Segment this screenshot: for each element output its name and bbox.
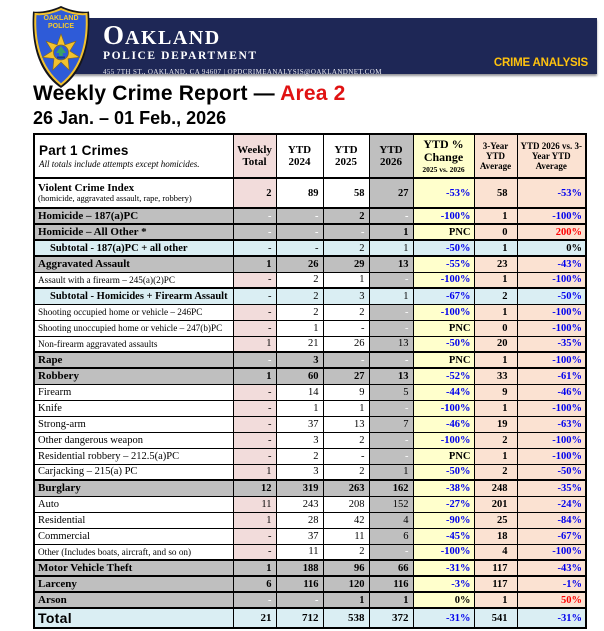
cell-value: -	[276, 208, 323, 224]
cell-value: 89	[276, 178, 323, 208]
cell-value: 3	[276, 464, 323, 480]
cell-value: 263	[323, 480, 369, 496]
row-label	[34, 592, 233, 608]
cell-vs-3year: -31%	[517, 608, 586, 628]
cell-value: 3	[276, 432, 323, 448]
cell-value: 116	[276, 576, 323, 592]
agency-name: OAKLAND	[103, 20, 221, 50]
cell-3year-avg: 2	[474, 288, 517, 304]
row-label	[34, 560, 233, 576]
table-row	[34, 528, 586, 544]
cell-value: 2	[323, 304, 369, 320]
cell-pct-change: -3%	[413, 576, 474, 592]
cell-pct-change: -100%	[413, 208, 474, 224]
row-label-text: Violent Crime Index	[38, 181, 135, 194]
row-label-text: Shooting occupied home or vehicle – 246PC	[38, 307, 203, 317]
cell-value: 1	[233, 336, 276, 352]
cell-vs-3year: -63%	[517, 416, 586, 432]
cell-value: 27	[369, 178, 413, 208]
table-row	[34, 272, 586, 288]
cell-3year-avg: 18	[474, 528, 517, 544]
cell-vs-3year: -43%	[517, 560, 586, 576]
cell-vs-3year: -24%	[517, 496, 586, 512]
cell-vs-3year: -100%	[517, 272, 586, 288]
cell-value: 712	[276, 608, 323, 628]
cell-pct-change: -52%	[413, 368, 474, 384]
cell-value: 3	[276, 352, 323, 368]
table-header-row	[34, 134, 586, 178]
cell-pct-change: -55%	[413, 256, 474, 272]
cell-value: -	[233, 240, 276, 256]
area-label: Area 2	[280, 82, 346, 105]
row-label-text: Auto	[38, 498, 59, 510]
table-row	[34, 608, 586, 628]
cell-value: -	[323, 352, 369, 368]
row-label-text: Homicide – 187(a)PC	[38, 210, 139, 222]
row-label	[34, 480, 233, 496]
cell-pct-change: PNC	[413, 320, 474, 336]
cell-vs-3year: -100%	[517, 432, 586, 448]
cell-pct-change: 0%	[413, 592, 474, 608]
cell-value: 13	[369, 368, 413, 384]
cell-value: 37	[276, 416, 323, 432]
cell-value: -	[369, 320, 413, 336]
cell-value: 1	[276, 400, 323, 416]
cell-value: -	[233, 320, 276, 336]
table-row	[34, 544, 586, 560]
cell-value: 13	[369, 256, 413, 272]
cell-vs-3year: 200%	[517, 224, 586, 240]
agency-subtitle: POLICE DEPARTMENT	[103, 50, 258, 62]
cell-value: 2	[276, 304, 323, 320]
table-row	[34, 416, 586, 432]
cell-value: 1	[323, 272, 369, 288]
cell-value: 2	[323, 464, 369, 480]
table-row	[34, 208, 586, 224]
cell-vs-3year: -67%	[517, 528, 586, 544]
row-label	[34, 368, 233, 384]
cell-value: 1	[369, 240, 413, 256]
cell-3year-avg: 19	[474, 416, 517, 432]
cell-value: 1	[369, 288, 413, 304]
cell-value: 2	[276, 272, 323, 288]
cell-vs-3year: -84%	[517, 512, 586, 528]
row-label-text: Subtotal - Homicides + Firearm Assault	[50, 290, 228, 302]
report-title-block	[33, 82, 346, 129]
cell-value: -	[233, 432, 276, 448]
cell-pct-change: -46%	[413, 416, 474, 432]
cell-value: -	[369, 208, 413, 224]
row-label-text: Homicide – All Other *	[38, 226, 147, 238]
row-label	[34, 400, 233, 416]
cell-value: 1	[323, 592, 369, 608]
row-label	[34, 432, 233, 448]
row-label-text: Subtotal - 187(a)PC + all other	[50, 242, 188, 254]
table-row	[34, 178, 586, 208]
cell-3year-avg: 2	[474, 432, 517, 448]
cell-value: -	[233, 544, 276, 560]
row-label-text: Residential	[38, 514, 86, 526]
cell-value: 3	[323, 288, 369, 304]
row-label	[34, 576, 233, 592]
header-ytd-2026: YTD 2026	[369, 134, 413, 178]
cell-value: 29	[323, 256, 369, 272]
cell-vs-3year: -43%	[517, 256, 586, 272]
cell-3year-avg: 23	[474, 256, 517, 272]
header-ytd-2024: YTD 2024	[276, 134, 323, 178]
row-label-text: Residential robbery – 212.5(a)PC	[38, 450, 180, 462]
table-row	[34, 240, 586, 256]
pct-subnote: 2025 vs. 2026	[422, 164, 465, 174]
row-label	[34, 272, 233, 288]
cell-3year-avg: 1	[474, 592, 517, 608]
cell-value: 58	[323, 178, 369, 208]
cell-pct-change: -31%	[413, 608, 474, 628]
cell-value: 2	[323, 208, 369, 224]
police-badge-icon	[31, 5, 91, 89]
badge-top-text: OAKLAND	[43, 15, 79, 22]
cell-3year-avg: 20	[474, 336, 517, 352]
cell-value: -	[323, 448, 369, 464]
cell-pct-change: -90%	[413, 512, 474, 528]
table-row	[34, 512, 586, 528]
header-part1-crimes	[34, 134, 233, 178]
cell-pct-change: -100%	[413, 304, 474, 320]
cell-value: -	[233, 288, 276, 304]
table-row	[34, 576, 586, 592]
cell-3year-avg: 117	[474, 576, 517, 592]
cell-vs-3year: -100%	[517, 320, 586, 336]
cell-pct-change: -50%	[413, 336, 474, 352]
cell-vs-3year: -50%	[517, 288, 586, 304]
cell-value: 1	[233, 512, 276, 528]
cell-vs-3year: -46%	[517, 384, 586, 400]
cell-value: 162	[369, 480, 413, 496]
row-label	[34, 416, 233, 432]
cell-value: 21	[233, 608, 276, 628]
cell-value: 1	[233, 256, 276, 272]
cell-vs-3year: 0%	[517, 240, 586, 256]
cell-value: -	[276, 240, 323, 256]
cell-3year-avg: 541	[474, 608, 517, 628]
row-label	[34, 288, 233, 304]
cell-value: 11	[323, 528, 369, 544]
cell-value: 60	[276, 368, 323, 384]
table-row	[34, 560, 586, 576]
crime-table-body	[34, 178, 586, 628]
cell-value: 116	[369, 576, 413, 592]
row-label	[34, 512, 233, 528]
row-label	[34, 256, 233, 272]
cell-value: 27	[323, 368, 369, 384]
row-label	[34, 496, 233, 512]
cell-3year-avg: 25	[474, 512, 517, 528]
cell-vs-3year: -100%	[517, 400, 586, 416]
cell-vs-3year: -1%	[517, 576, 586, 592]
row-label-text: Total	[38, 610, 72, 626]
cell-3year-avg: 33	[474, 368, 517, 384]
cell-value: -	[233, 528, 276, 544]
cell-value: -	[233, 384, 276, 400]
cell-pct-change: PNC	[413, 352, 474, 368]
cell-value: 1	[369, 224, 413, 240]
cell-value: 2	[276, 288, 323, 304]
cell-value: 11	[233, 496, 276, 512]
row-label-text: Arson	[38, 594, 67, 606]
row-label	[34, 304, 233, 320]
cell-vs-3year: -100%	[517, 544, 586, 560]
row-label	[34, 448, 233, 464]
cell-3year-avg: 0	[474, 224, 517, 240]
cell-value: 96	[323, 560, 369, 576]
cell-value: -	[369, 448, 413, 464]
row-label	[34, 352, 233, 368]
header-ytd-2025: YTD 2025	[323, 134, 369, 178]
row-label-text: Other dangerous weapon	[38, 434, 143, 446]
table-row	[34, 224, 586, 240]
cell-value: 152	[369, 496, 413, 512]
row-label	[34, 240, 233, 256]
table-row	[34, 336, 586, 352]
row-label	[34, 178, 233, 208]
cell-pct-change: -31%	[413, 560, 474, 576]
table-row	[34, 320, 586, 336]
row-label-text: Assault with a firearm – 245(a)(2)PC	[38, 274, 176, 285]
cell-vs-3year: -100%	[517, 208, 586, 224]
cell-value: -	[369, 272, 413, 288]
cell-3year-avg: 9	[474, 384, 517, 400]
cell-pct-change: PNC	[413, 448, 474, 464]
cell-3year-avg: 1	[474, 272, 517, 288]
cell-3year-avg: 1	[474, 352, 517, 368]
cell-value: 26	[323, 336, 369, 352]
cell-value: 372	[369, 608, 413, 628]
cell-value: 26	[276, 256, 323, 272]
row-label-text: Carjacking – 215(a) PC	[38, 466, 138, 478]
cell-pct-change: -53%	[413, 178, 474, 208]
cell-value: -	[233, 224, 276, 240]
row-label-text: Firearm	[38, 386, 72, 398]
row-label	[34, 464, 233, 480]
crime-table	[33, 133, 587, 629]
cell-vs-3year: -100%	[517, 448, 586, 464]
row-label	[34, 208, 233, 224]
table-row	[34, 384, 586, 400]
cell-value: 2	[323, 544, 369, 560]
row-label-text: Motor Vehicle Theft	[38, 562, 133, 574]
cell-value: 12	[233, 480, 276, 496]
table-row	[34, 496, 586, 512]
table-row	[34, 288, 586, 304]
cell-pct-change: -100%	[413, 400, 474, 416]
row-label-text: Strong-arm	[38, 418, 86, 430]
cell-pct-change: -100%	[413, 272, 474, 288]
row-label-text: Shooting unoccupied home or vehicle – 247(b)PC	[38, 323, 223, 333]
row-label-text: Commercial	[38, 530, 90, 542]
row-label-text: Rape	[38, 354, 63, 366]
cell-value: 188	[276, 560, 323, 576]
row-label	[34, 544, 233, 560]
cell-value: -	[233, 400, 276, 416]
cell-vs-3year: 50%	[517, 592, 586, 608]
table-row	[34, 304, 586, 320]
cell-pct-change: -67%	[413, 288, 474, 304]
cell-value: -	[233, 592, 276, 608]
cell-value: 14	[276, 384, 323, 400]
cell-value: 13	[369, 336, 413, 352]
cell-value: 1	[233, 464, 276, 480]
cell-pct-change: PNC	[413, 224, 474, 240]
cell-value: -	[233, 416, 276, 432]
cell-3year-avg: 1	[474, 448, 517, 464]
cell-vs-3year: -53%	[517, 178, 586, 208]
cell-pct-change: -100%	[413, 432, 474, 448]
cell-value: 2	[276, 448, 323, 464]
table-row	[34, 256, 586, 272]
cell-vs-3year: -50%	[517, 464, 586, 480]
cell-value: 9	[323, 384, 369, 400]
cell-vs-3year: -35%	[517, 480, 586, 496]
cell-value: 13	[323, 416, 369, 432]
row-label	[34, 224, 233, 240]
cell-value: 208	[323, 496, 369, 512]
cell-value: 6	[233, 576, 276, 592]
cell-value: 28	[276, 512, 323, 528]
cell-vs-3year: -100%	[517, 352, 586, 368]
cell-value: -	[233, 272, 276, 288]
header-3year-avg: 3-Year YTD Average	[474, 134, 517, 178]
row-label	[34, 608, 233, 628]
table-row	[34, 464, 586, 480]
row-sublabel: (homicide, aggravated assault, rape, robbery)	[38, 193, 192, 204]
cell-3year-avg: 2	[474, 464, 517, 480]
cell-value: -	[233, 304, 276, 320]
part1-note: All totals include attempts except homicides.	[39, 159, 200, 170]
cell-vs-3year: -100%	[517, 304, 586, 320]
cell-value: 21	[276, 336, 323, 352]
row-label-text: Robbery	[38, 370, 79, 383]
cell-3year-avg: 1	[474, 240, 517, 256]
header-banner	[55, 18, 597, 74]
cell-value: 243	[276, 496, 323, 512]
row-label-text: Knife	[38, 402, 62, 414]
cell-value: 1	[369, 592, 413, 608]
cell-value: 1	[323, 400, 369, 416]
cell-value: 42	[323, 512, 369, 528]
cell-value: -	[369, 432, 413, 448]
cell-value: 5	[369, 384, 413, 400]
table-row	[34, 432, 586, 448]
cell-value: -	[276, 592, 323, 608]
cell-value: 37	[276, 528, 323, 544]
row-label-text: Other (Includes boats, aircraft, and so on)	[38, 546, 192, 557]
cell-3year-avg: 0	[474, 320, 517, 336]
row-label	[34, 528, 233, 544]
part1-title: Part 1 Crimes	[39, 142, 129, 158]
agency-address: 455 7TH ST., OAKLAND, CA 94607 | OPDCRIMEANALYSIS@OAKLANDNET.COM	[103, 68, 382, 76]
cell-value: -	[369, 400, 413, 416]
cell-3year-avg: 117	[474, 560, 517, 576]
cell-value: -	[369, 544, 413, 560]
cell-value: -	[276, 224, 323, 240]
row-label-text: Burglary	[38, 482, 81, 495]
cell-pct-change: -50%	[413, 464, 474, 480]
cell-value: 2	[233, 178, 276, 208]
badge-bottom-text: POLICE	[47, 23, 75, 30]
table-row	[34, 448, 586, 464]
cell-value: -	[323, 320, 369, 336]
row-label-text: Larceny	[38, 578, 77, 590]
cell-value: 1	[233, 368, 276, 384]
date-range: 26 Jan. – 01 Feb., 2026	[33, 108, 227, 129]
cell-value: -	[233, 448, 276, 464]
cell-3year-avg: 58	[474, 178, 517, 208]
cell-pct-change: -27%	[413, 496, 474, 512]
cell-pct-change: -100%	[413, 544, 474, 560]
table-row	[34, 400, 586, 416]
cell-value: 4	[369, 512, 413, 528]
row-label	[34, 320, 233, 336]
cell-3year-avg: 1	[474, 208, 517, 224]
row-label	[34, 336, 233, 352]
cell-pct-change: -38%	[413, 480, 474, 496]
cell-value: 1	[276, 320, 323, 336]
cell-value: 2	[323, 240, 369, 256]
page-title: Weekly Crime Report — Area 2	[33, 82, 346, 105]
cell-3year-avg: 1	[474, 400, 517, 416]
cell-value: -	[233, 352, 276, 368]
cell-value: -	[369, 352, 413, 368]
cell-value: 1	[233, 560, 276, 576]
cell-value: 11	[276, 544, 323, 560]
cell-value: 538	[323, 608, 369, 628]
cell-pct-change: -44%	[413, 384, 474, 400]
header-weekly-total: Weekly Total	[233, 134, 276, 178]
cell-pct-change: -45%	[413, 528, 474, 544]
cell-value: 2	[323, 432, 369, 448]
cell-value: -	[369, 304, 413, 320]
cell-3year-avg: 4	[474, 544, 517, 560]
table-row	[34, 480, 586, 496]
cell-3year-avg: 1	[474, 304, 517, 320]
cell-value: -	[323, 224, 369, 240]
cell-pct-change: -50%	[413, 240, 474, 256]
cell-value: 319	[276, 480, 323, 496]
header-vs-3year-avg: YTD 2026 vs. 3-Year YTD Average	[517, 134, 586, 178]
cell-value: 7	[369, 416, 413, 432]
table-row	[34, 368, 586, 384]
crime-analysis-tag: CRIME ANALYSIS	[493, 57, 588, 69]
cell-3year-avg: 201	[474, 496, 517, 512]
cell-value: 66	[369, 560, 413, 576]
table-row	[34, 352, 586, 368]
row-label-text: Aggravated Assault	[38, 258, 130, 271]
row-label-text: Non-firearm aggravated assaults	[38, 338, 158, 349]
cell-3year-avg: 248	[474, 480, 517, 496]
row-label	[34, 384, 233, 400]
cell-value: -	[233, 208, 276, 224]
cell-value: 1	[369, 464, 413, 480]
cell-vs-3year: -35%	[517, 336, 586, 352]
table-row	[34, 592, 586, 608]
cell-value: 120	[323, 576, 369, 592]
header-ytd-pct-change: YTD % Change 2025 vs. 2026	[413, 134, 474, 178]
cell-vs-3year: -61%	[517, 368, 586, 384]
cell-value: 6	[369, 528, 413, 544]
